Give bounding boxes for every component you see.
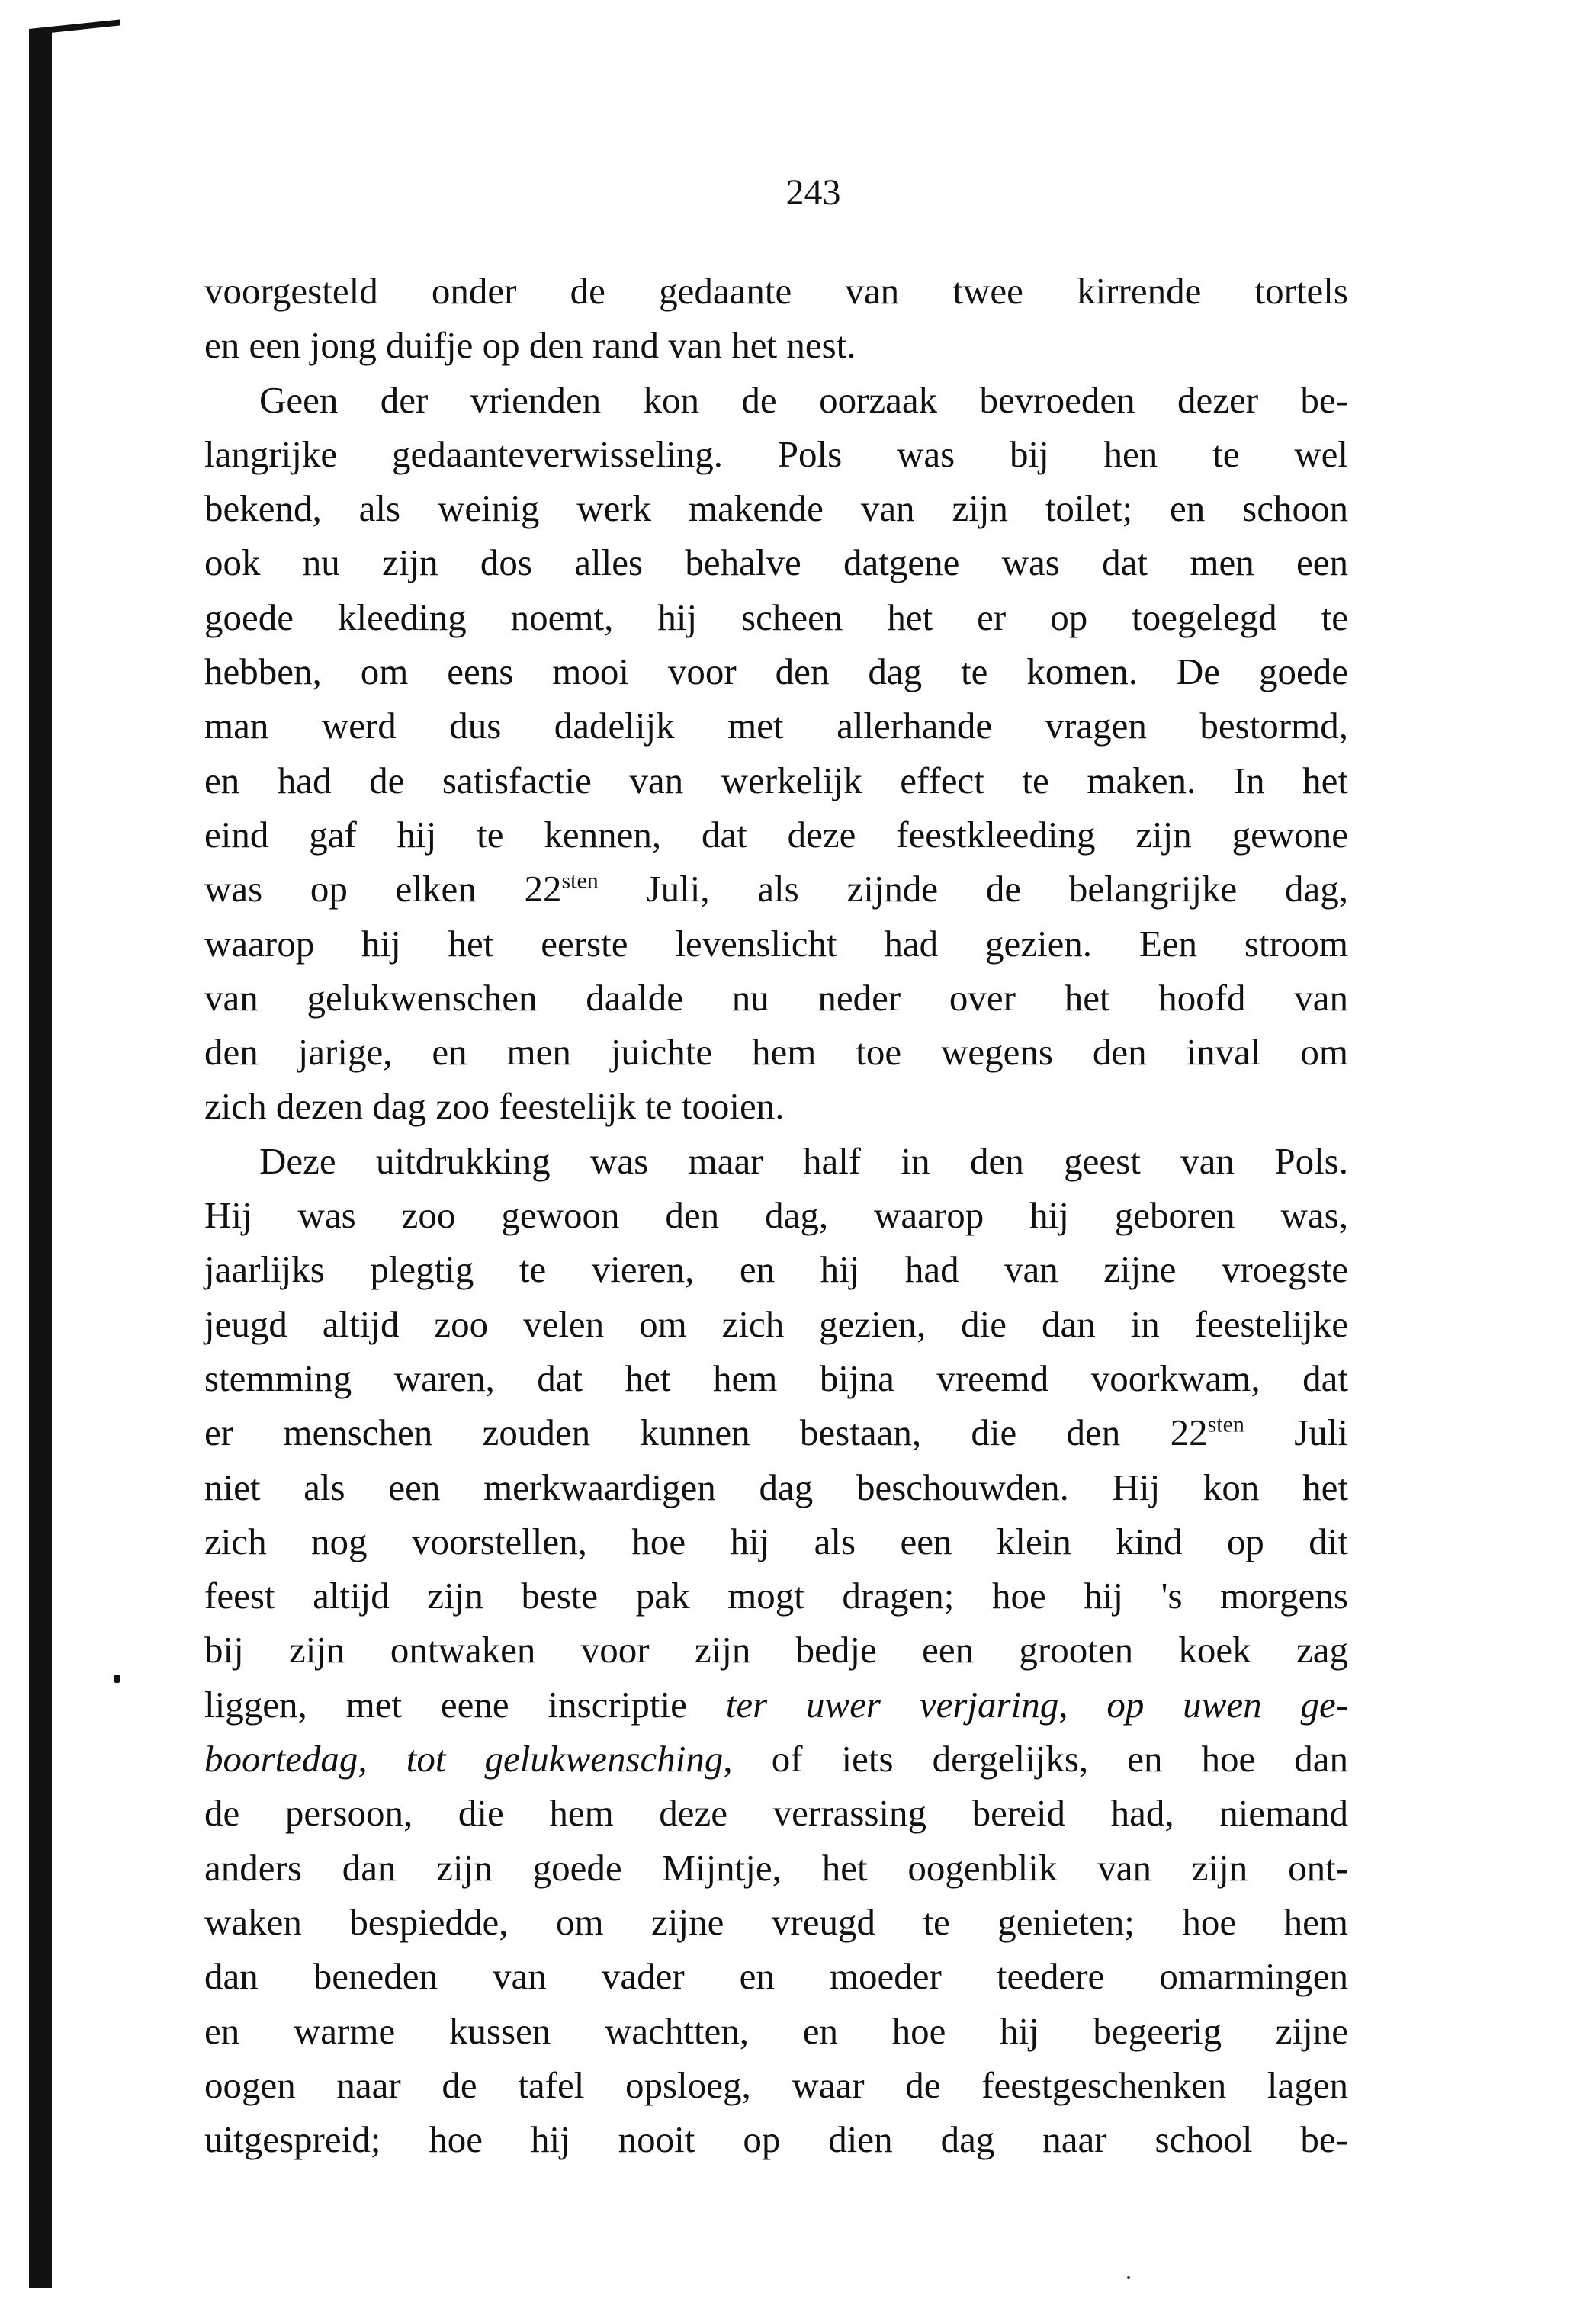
text-segment: hebben, om eens mooi voor den dag te komen. De goede	[204, 650, 1348, 693]
superscript-text: sten	[561, 868, 599, 894]
italic-text: op uwen ge-	[1106, 1683, 1349, 1726]
text-segment: jeugd altijd zoo velen om zich gezien, die dan in feestelijke	[204, 1302, 1348, 1345]
text-segment: zich nog voorstellen, hoe hij als een klein kind op dit	[204, 1520, 1348, 1562]
text-line	[204, 1025, 1348, 1079]
text-line	[204, 1514, 1348, 1569]
text-segment: Geen der vrienden kon de oorzaak bevroeden dezer be-	[259, 378, 1348, 421]
text-segment: en warme kussen wachtten, en hoe hij begeerig zijne	[204, 2009, 1348, 2052]
text-line	[204, 481, 1348, 535]
text-line	[204, 698, 1348, 753]
book-binding-corner	[29, 19, 120, 35]
text-line	[204, 535, 1348, 589]
text-line	[204, 1786, 1348, 1840]
book-binding-edge	[29, 31, 52, 2288]
text-segment: ook nu zijn dos alles behalve datgene was dat men een	[204, 541, 1348, 584]
italic-text: boortedag, tot gelukwensching	[204, 1738, 724, 1781]
text-line	[204, 1895, 1348, 1949]
superscript-text: sten	[1207, 1411, 1244, 1437]
text-segment: dan beneden van vader en moeder teedere omarmingen	[204, 1955, 1348, 1998]
text-line	[204, 1949, 1348, 2003]
text-segment: waken bespiedde, om zijne vreugd te genieten; hoe hem	[204, 1900, 1348, 1943]
margin-mark	[114, 1675, 120, 1683]
text-segment: en had de satisfactie van werkelijk effect te maken. In het	[204, 759, 1348, 801]
text-segment: de persoon, die hem deze verrassing bereid had, niemand	[204, 1792, 1348, 1835]
text-segment: , of iets dergelijks, en hoe dan	[723, 1738, 1348, 1781]
text-line	[204, 264, 1348, 318]
text-segment: zich dezen dag zoo feestelijk te tooien.	[204, 1085, 785, 1128]
text-line	[204, 1732, 1348, 1786]
text-segment: voorgesteld onder de gedaante van twee kirrende tortels	[204, 270, 1348, 312]
text-line	[204, 1460, 1348, 1514]
text-segment: niet als een merkwaardigen dag beschouwden. Hij kon het	[204, 1466, 1348, 1508]
page-number: 243	[785, 172, 841, 213]
text-segment: oogen naar de tafel opsloeg, waar de feestgeschenken lagen	[204, 2063, 1348, 2106]
text-line	[204, 590, 1348, 644]
text-line	[204, 1188, 1348, 1242]
body-text	[204, 264, 1348, 2166]
scan-speck	[1127, 2276, 1130, 2279]
text-segment: stemming waren, dat het hem bijna vreemd voorkwam, dat	[204, 1357, 1348, 1399]
text-line	[204, 1405, 1348, 1459]
text-line	[204, 753, 1348, 808]
text-segment: was op elken 22	[204, 868, 562, 910]
text-line	[204, 2004, 1348, 2058]
text-segment: Juli	[1244, 1411, 1349, 1454]
text-segment: uitgespreid; hoe hij nooit op dien dag naar school be-	[204, 2118, 1348, 2161]
text-segment: bij zijn ontwaken voor zijn bedje een grooten koek zag	[204, 1629, 1348, 1671]
text-line	[204, 644, 1348, 698]
text-segment: van gelukwenschen daalde nu neder over het hoofd van	[204, 976, 1348, 1019]
text-segment: langrijke gedaanteverwisseling. Pols was bij hen te wel	[204, 432, 1348, 475]
italic-text: ter uwer verjaring	[725, 1683, 1059, 1726]
text-line	[204, 2112, 1348, 2166]
text-line	[204, 971, 1348, 1025]
text-segment: Juli, als zijnde de belangrijke dag,	[598, 868, 1348, 910]
text-segment: bekend, als weinig werk makende van zijn toilet; en schoon	[204, 487, 1348, 530]
text-segment: Hij was zoo gewoon den dag, waarop hij geboren was,	[204, 1194, 1348, 1237]
text-segment: feest altijd zijn beste pak mogt dragen; hoe hij 's morgens	[204, 1575, 1348, 1617]
text-line	[204, 1351, 1348, 1405]
text-segment: man werd dus dadelijk met allerhande vragen bestormd,	[204, 705, 1348, 747]
text-line	[204, 862, 1348, 916]
text-line	[204, 1134, 1348, 1188]
text-segment: jaarlijks plegtig te vieren, en hij had van zijne vroegste	[204, 1248, 1348, 1291]
text-line	[204, 1297, 1348, 1351]
text-segment: ,	[1058, 1683, 1107, 1726]
text-segment: anders dan zijn goede Mijntje, het oogenblik van zijn ont-	[204, 1846, 1348, 1889]
text-segment: eind gaf hij te kennen, dat deze feestkleeding zijn gewone	[204, 813, 1348, 856]
text-line	[204, 373, 1348, 427]
text-segment: goede kleeding noemt, hij scheen het er op toegelegd te	[204, 596, 1348, 638]
text-line	[204, 2058, 1348, 2112]
text-line	[204, 1569, 1348, 1623]
text-segment: waarop hij het eerste levenslicht had gezien. Een stroom	[204, 922, 1348, 965]
text-segment: en een jong duifje op den rand van het nest.	[204, 324, 856, 367]
text-segment: er menschen zouden kunnen bestaan, die den 22	[204, 1411, 1208, 1454]
text-segment: Deze uitdrukking was maar half in den geest van Pols.	[259, 1139, 1348, 1182]
text-line	[204, 1242, 1348, 1296]
text-segment: liggen, met eene inscriptie	[204, 1683, 726, 1726]
text-line	[204, 1678, 1348, 1732]
text-line	[204, 1623, 1348, 1677]
text-segment: den jarige, en men juichte hem toe wegens den inval om	[204, 1031, 1348, 1074]
text-line	[204, 1079, 1348, 1133]
text-line	[204, 427, 1348, 481]
text-line	[204, 318, 1348, 372]
text-line	[204, 808, 1348, 862]
text-line	[204, 917, 1348, 971]
text-line	[204, 1841, 1348, 1895]
